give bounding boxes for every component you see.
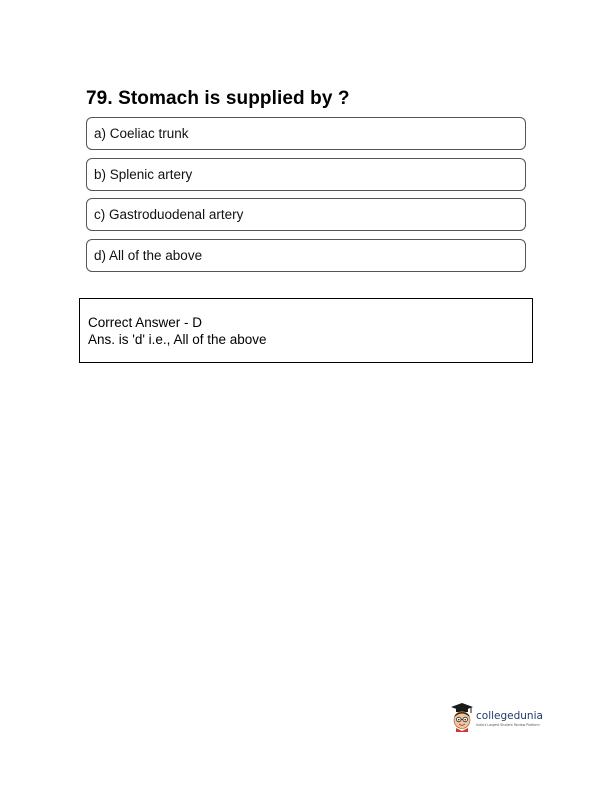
question-title: 79. Stomach is supplied by ? — [86, 88, 350, 109]
option-b[interactable]: b) Splenic artery — [86, 158, 526, 191]
answer-box — [79, 298, 533, 363]
student-mascot-icon — [450, 702, 474, 732]
logo-tagline: India's Largest Student Review Platform — [476, 723, 540, 727]
option-d[interactable]: d) All of the above — [86, 239, 526, 272]
option-a[interactable]: a) Coeliac trunk — [86, 117, 526, 150]
answer-explanation: Ans. is 'd' i.e., All of the above — [88, 332, 267, 347]
option-c[interactable]: c) Gastroduodenal artery — [86, 198, 526, 231]
options-list — [86, 117, 526, 279]
logo-name: collegedunia — [476, 710, 543, 722]
collegedunia-logo — [450, 702, 560, 740]
correct-answer: Correct Answer - D — [88, 315, 203, 330]
logo-text — [476, 702, 543, 727]
